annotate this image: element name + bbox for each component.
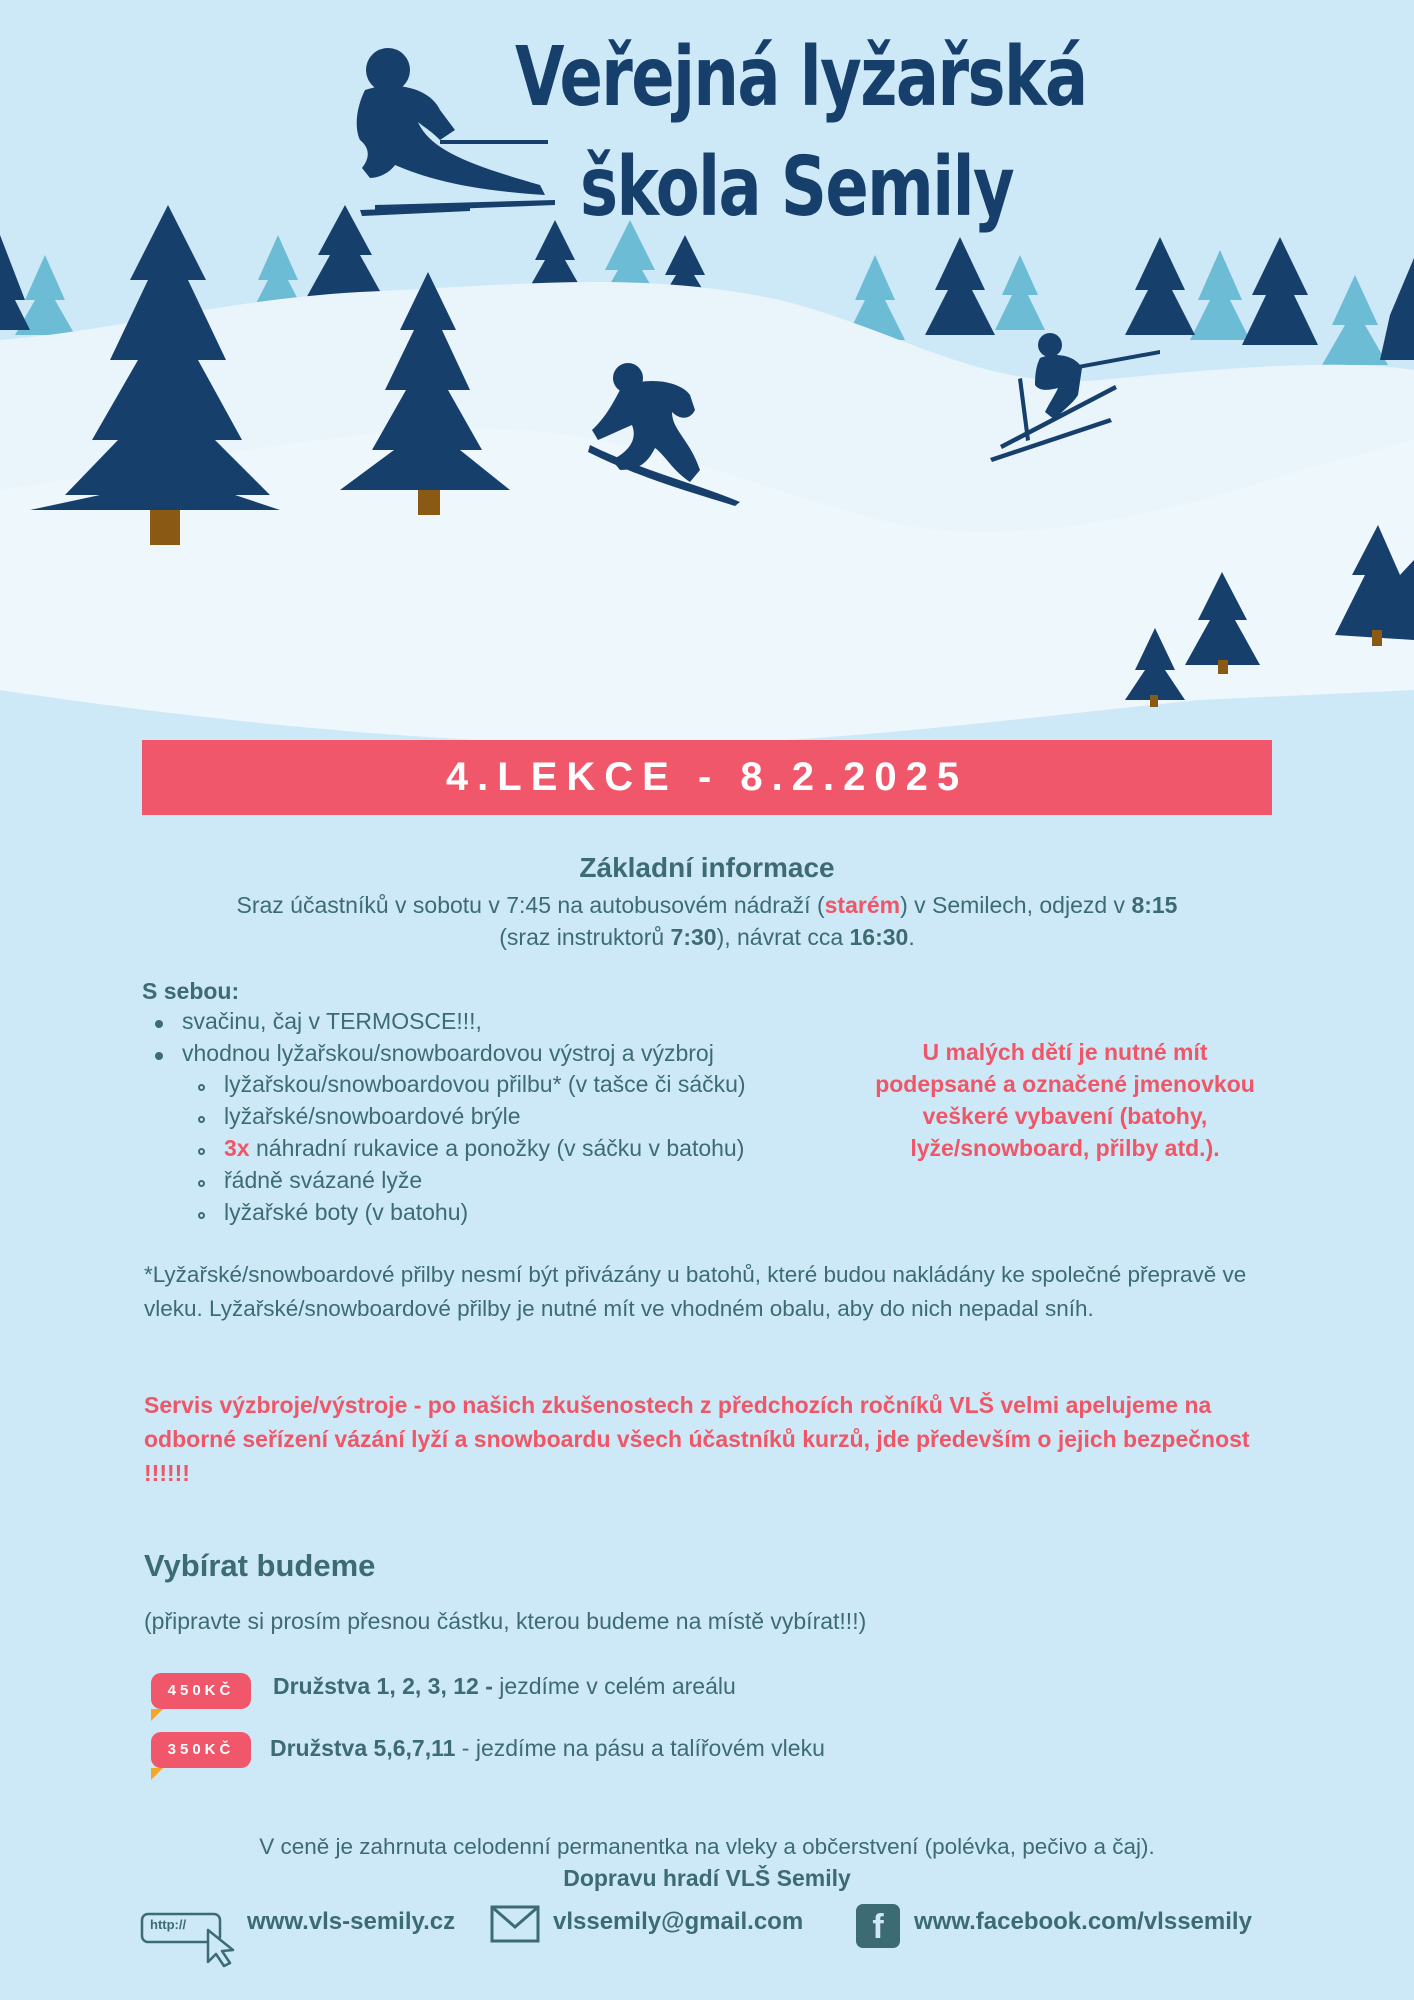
basic-info-line1-part2: ) v Semilech, odjezd v <box>900 892 1132 918</box>
collect-subtitle: (připravte si prosím přesnou částku, kterou budeme na místě vybírat!!!) <box>144 1608 867 1634</box>
price-row-2 <box>270 1735 825 1762</box>
basic-info-heading: Základní informace <box>579 852 835 883</box>
web-icon-label: http:// <box>150 1917 187 1932</box>
bring-item-2: vhodnou lyžařskou/snowboardovou výstroj a výzbroj <box>182 1040 714 1066</box>
transport-note: Dopravu hradí VLŠ Semily <box>563 1865 851 1891</box>
sub-bullet <box>198 1148 205 1155</box>
basic-info-line2-part1: (sraz instruktorů <box>499 924 671 950</box>
price-tag: 350KČ <box>151 1732 251 1768</box>
teams-description: jezdíme na pásu a talířovém vleku <box>475 1735 825 1761</box>
school-title-line1: Veřejná lyžařská <box>515 30 1087 125</box>
teams-label: Družstva 1, 2, 3, 12 <box>273 1673 479 1699</box>
lesson-banner: 4.LEKCE - 8.2.2025 <box>142 740 1272 815</box>
basic-info-line1 <box>0 892 1414 919</box>
bring-subitem-1: lyžařskou/snowboardovou přilbu* (v tašce či sáčku) <box>224 1071 746 1097</box>
separator: - <box>478 1673 500 1699</box>
basic-info-line2 <box>0 924 1414 951</box>
teams-label: Družstva 5,6,7,11 <box>270 1735 456 1761</box>
sub-bullet <box>198 1116 205 1123</box>
bring-subitem-4: řádně svázané lyže <box>224 1167 423 1193</box>
separator: - <box>455 1735 476 1761</box>
price-tag: 450KČ <box>151 1673 251 1709</box>
facebook-link[interactable]: www.facebook.com/vlssemily <box>914 1908 1252 1935</box>
basic-info-line1-part1: Sraz účastníků v sobotu v 7:45 na autobusovém nádraží ( <box>236 892 825 918</box>
price-row-1 <box>273 1673 736 1700</box>
teams-description: jezdíme v celém areálu <box>499 1673 736 1699</box>
price-tag-tail <box>151 1768 163 1780</box>
instructor-meet-time: 7:30 <box>670 924 717 950</box>
bring-subitem-2: lyžařské/snowboardové brýle <box>224 1103 521 1129</box>
basic-info-line2-part2: ), návrat cca <box>716 924 850 950</box>
bring-subitem-5: lyžařské boty (v batohu) <box>224 1199 469 1225</box>
sub-bullet <box>198 1180 205 1187</box>
bullet <box>155 1052 163 1060</box>
bullet <box>155 1020 163 1028</box>
price-tag-tail <box>151 1709 163 1721</box>
service-warning: Servis výzbroje/výstroje - po našich zkušenostech z předchozích ročníků VLŠ velmi apelujeme na odborné seřízení vázání lyží a snowboardu všech účastníků kurzů, jde především o jejich bezpečnost !!!!!! <box>144 1392 1250 1486</box>
website-link[interactable]: www.vls-semily.cz <box>247 1908 456 1935</box>
sub-bullet <box>198 1084 205 1091</box>
school-title-line2: škola Semily <box>580 140 1014 235</box>
basic-info-line2-end: . <box>908 924 915 950</box>
bring-subitem-3-text: náhradní rukavice a ponožky (v sáčku v batohu) <box>255 1135 745 1161</box>
gloves-count: 3x <box>224 1135 250 1161</box>
sub-bullet <box>198 1212 205 1219</box>
collect-heading: Vybírat budeme <box>144 1548 376 1583</box>
bring-item-1: svačinu, čaj v TERMOSCE!!!, <box>182 1008 482 1034</box>
included-note: V ceně je zahrnuta celodenní permanentka na vleky a občerstvení (polévka, pečivo a čaj). <box>259 1834 1155 1859</box>
departure-time: 8:15 <box>1131 892 1178 918</box>
kids-labeling-note: U malých dětí je nutné mít podepsané a označené jmenovkou veškeré vybavení (batohy, lyže/snowboard, přilby atd.). <box>875 1039 1255 1161</box>
old-station-highlight: starém <box>824 892 901 918</box>
return-time: 16:30 <box>849 924 909 950</box>
email-link[interactable]: vlssemily@gmail.com <box>553 1908 804 1935</box>
bring-subitem-3 <box>224 1135 744 1162</box>
helmet-note: *Lyžařské/snowboardové přilby nesmí být přivázány u batohů, které budou nakládány ke společné přepravě ve vleku. Lyžařské/snowboardové přilby je nutné mít ve vhodném obalu, aby do nich nepadal sníh. <box>144 1262 1247 1321</box>
bring-heading: S sebou: <box>142 978 240 1004</box>
mail-icon <box>490 1905 540 1943</box>
facebook-icon: f <box>856 1904 900 1948</box>
